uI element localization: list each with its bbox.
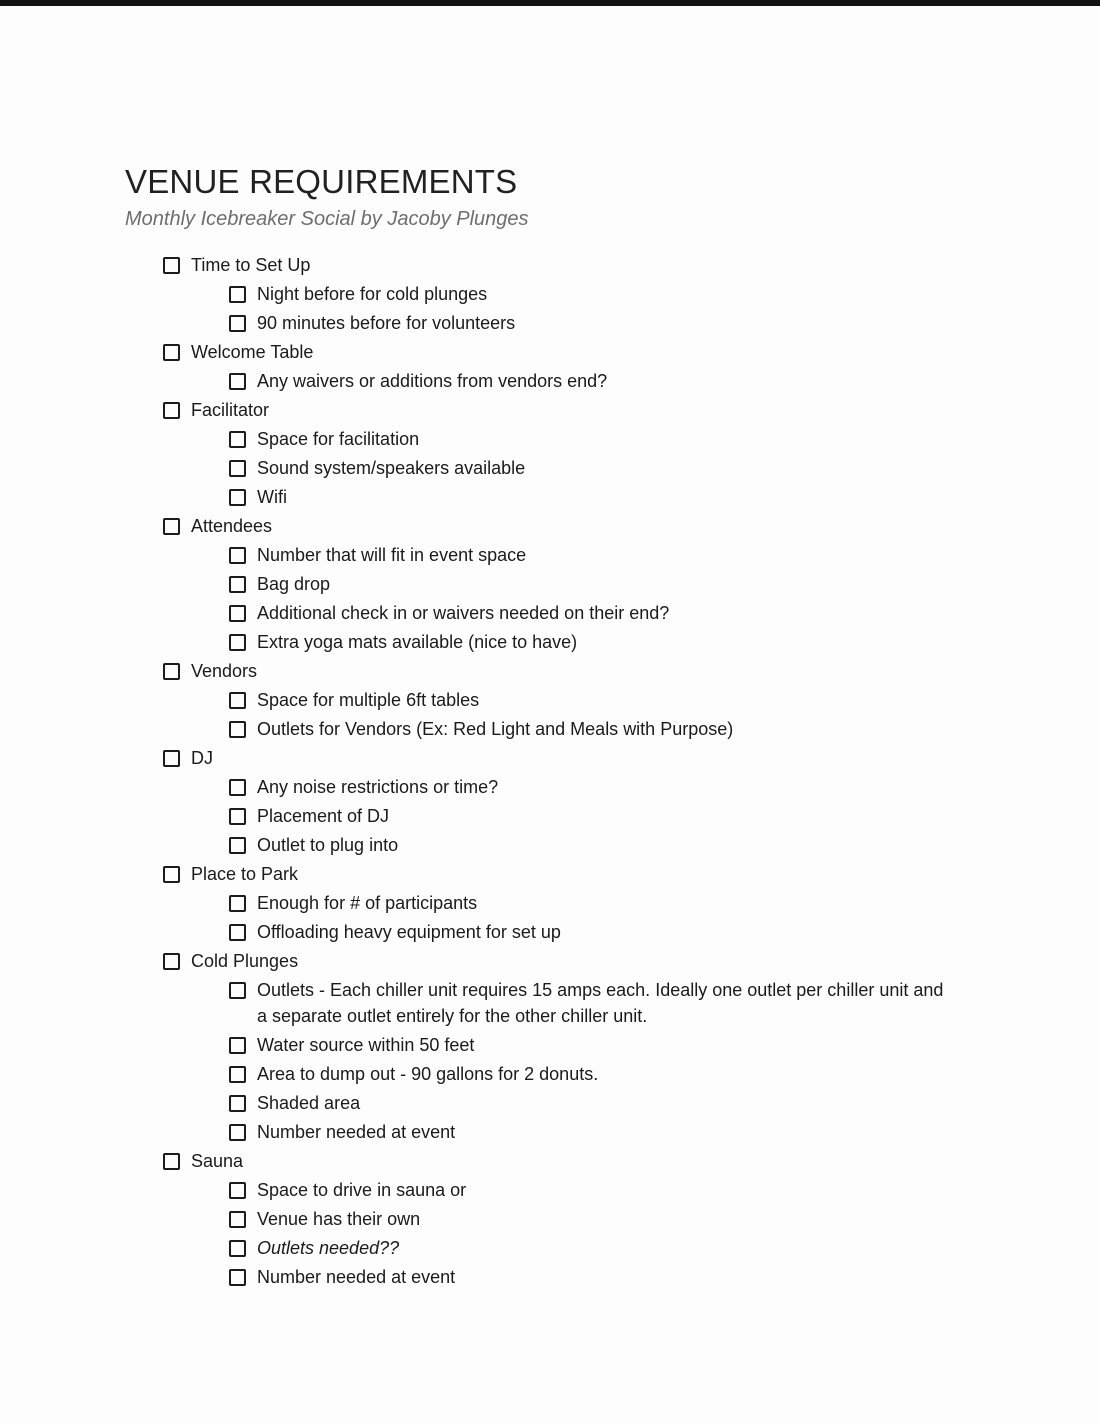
checklist-item-label: Welcome Table [191,342,314,362]
checklist-item-label: Attendees [191,516,273,536]
page-subtitle: Monthly Icebreaker Social by Jacoby Plunges [125,208,529,230]
checklist-item-label: Area to dump out - 90 gallons for 2 donuts. [257,1064,599,1084]
checklist-item-label: Space to drive in sauna or [257,1180,467,1200]
checkbox[interactable] [229,721,246,738]
checklist-item [125,977,1100,1029]
checklist [125,252,1100,1290]
checkbox[interactable] [229,837,246,854]
checkbox[interactable] [163,402,180,419]
checkbox[interactable] [229,1124,246,1141]
checkbox[interactable] [229,576,246,593]
checkbox[interactable] [229,286,246,303]
checklist-item [125,455,1100,481]
checkbox[interactable] [163,663,180,680]
checklist-item [125,542,1100,568]
checkbox[interactable] [229,431,246,448]
checkbox[interactable] [229,924,246,941]
checklist-item [125,1032,1100,1058]
checklist-item [125,1061,1100,1087]
checklist-item [125,252,1100,278]
checklist-item-label: Time to Set Up [191,255,311,275]
checklist-item-label: Enough for # of participants [257,893,478,913]
checklist-item [125,687,1100,713]
checklist-item-label: Space for multiple 6ft tables [257,690,480,710]
checklist-item-label: Place to Park [191,864,299,884]
checklist-item-label: Wifi [257,487,287,507]
checklist-item-label: Number needed at event [257,1267,456,1287]
checkbox[interactable] [229,315,246,332]
checklist-item [125,629,1100,655]
checklist-item [125,948,1100,974]
checklist-item-label: Outlets - Each chiller unit requires 15 amps each. Ideally one outlet per chiller unit and a separate outlet entirely for the other chiller unit. [257,980,944,1026]
checklist-item [125,1148,1100,1174]
checkbox[interactable] [229,1037,246,1054]
checkbox[interactable] [229,460,246,477]
checkbox[interactable] [163,866,180,883]
checklist-item [125,600,1100,626]
checklist-item-label: Any noise restrictions or time? [257,777,499,797]
checklist-item [125,1177,1100,1203]
checklist-item [125,1206,1100,1232]
page-title: VENUE REQUIREMENTS [125,163,518,200]
checkbox[interactable] [229,1095,246,1112]
checklist-item-label: Facilitator [191,400,270,420]
checklist-item-label: Outlets for Vendors (Ex: Red Light and Meals with Purpose) [257,719,734,739]
checklist-item-label: Any waivers or additions from vendors end? [257,371,608,391]
checkbox[interactable] [229,1066,246,1083]
checklist-item [125,1264,1100,1290]
checkbox[interactable] [163,953,180,970]
window-top-bar [0,0,1100,6]
checklist-item [125,310,1100,336]
checkbox[interactable] [229,1240,246,1257]
checklist-item-label: Number that will fit in event space [257,545,527,565]
checklist-item-label: Outlets needed?? [257,1238,400,1258]
checklist-item-label: Outlet to plug into [257,835,399,855]
checklist-item [125,890,1100,916]
checkbox[interactable] [163,344,180,361]
checklist-item [125,861,1100,887]
checklist-item-label: Cold Plunges [191,951,299,971]
checklist-item [125,281,1100,307]
checkbox[interactable] [229,634,246,651]
checklist-item-label: Space for facilitation [257,429,420,449]
checkbox[interactable] [229,547,246,564]
checklist-item [125,368,1100,394]
checklist-item [125,426,1100,452]
checklist-item-label: Extra yoga mats available (nice to have) [257,632,578,652]
checkbox[interactable] [229,1269,246,1286]
checkbox[interactable] [229,808,246,825]
checkbox[interactable] [229,373,246,390]
checklist-item [125,1119,1100,1145]
checklist-item [125,774,1100,800]
checklist-item-label: Vendors [191,661,258,681]
checklist-item-label: Additional check in or waivers needed on their end? [257,603,670,623]
checklist-item [125,571,1100,597]
checklist-item-label: Bag drop [257,574,331,594]
checklist-item-label: Number needed at event [257,1122,456,1142]
checklist-item [125,658,1100,684]
checklist-item-label: Offloading heavy equipment for set up [257,922,561,942]
checkbox[interactable] [229,1211,246,1228]
checklist-item [125,716,1100,742]
checkbox[interactable] [229,895,246,912]
checklist-item [125,513,1100,539]
checkbox[interactable] [229,779,246,796]
checklist-item [125,1235,1100,1261]
checklist-item [125,484,1100,510]
checklist-item-label: 90 minutes before for volunteers [257,313,516,333]
checklist-item-label: Water source within 50 feet [257,1035,475,1055]
checkbox[interactable] [229,605,246,622]
checkbox[interactable] [163,750,180,767]
checklist-item [125,919,1100,945]
checklist-item [125,1090,1100,1116]
checkbox[interactable] [229,982,246,999]
checklist-item-label: Placement of DJ [257,806,390,826]
checklist-item [125,803,1100,829]
checklist-item-label: Sauna [191,1151,244,1171]
checklist-item [125,339,1100,365]
checklist-item-label: Night before for cold plunges [257,284,488,304]
checklist-item [125,832,1100,858]
checkbox[interactable] [229,1182,246,1199]
checkbox[interactable] [163,518,180,535]
checkbox[interactable] [229,489,246,506]
checklist-item-label: Shaded area [257,1093,361,1113]
checkbox[interactable] [229,692,246,709]
checklist-item [125,397,1100,423]
checklist-item-label: Venue has their own [257,1209,421,1229]
checklist-item [125,745,1100,771]
checklist-item-label: Sound system/speakers available [257,458,526,478]
checkbox[interactable] [163,257,180,274]
checklist-item-label: DJ [191,748,213,768]
checkbox[interactable] [163,1153,180,1170]
